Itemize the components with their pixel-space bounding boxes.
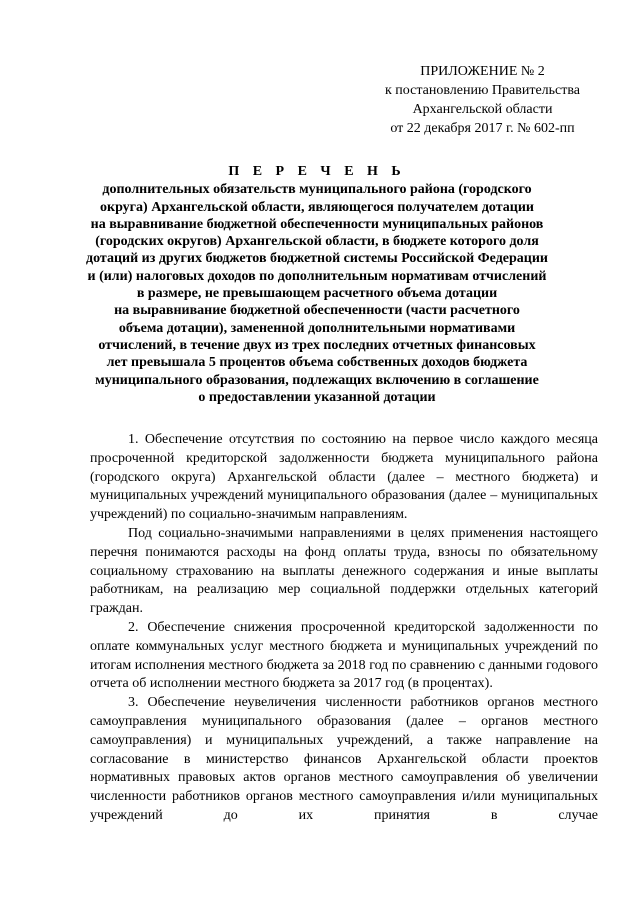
title-line: на выравнивание бюджетной обеспеченности муниципальных районов [90, 216, 544, 232]
document-title [82, 163, 552, 406]
title-line: объема дотации), замененной дополнительными нормативами [118, 320, 516, 336]
title-line: отчислений, в течение двух из трех последних отчетных финансовых [98, 337, 536, 353]
appendix-number: ПРИЛОЖЕНИЕ № 2 [420, 64, 545, 79]
title-line: о предоставлении указанной дотации [198, 389, 436, 405]
appendix-resolution: к постановлению Правительства [384, 83, 581, 98]
paragraph-item-3: 3. Обеспечение неувеличения численности работников органов местного самоуправления муниципального образования (далее – органов местного самоуправления) и муниципальных учреждений, а также направление на согласование в министерство финансов Архангельской области проектов нормативных правовых актов органов местного самоуправления об увеличении численности работников органов местного самоуправления и/или муниципальных учреждений до их принятия в случае [90, 695, 598, 823]
title-line: округа) Архангельской области, являющегося получателем дотации [100, 199, 534, 215]
title-line: дотаций из других бюджетов бюджетной системы Российской Федерации [86, 251, 548, 267]
paragraph-item-1: 1. Обеспечение отсутствия по состоянию на первое число каждого месяца просроченной кредиторской задолженности бюджета муниципального района (городского округа) Архангельской области (далее – местного бюджета) и муниципальных учреждений муниципального образования (далее – муниципальных учреждений) по социально-значимым направлениям. [90, 432, 598, 523]
title-line: муниципального образования, подлежащих включению в соглашение [95, 372, 539, 388]
title-line: и (или) налоговых доходов по дополнительным нормативам отчислений [87, 268, 547, 284]
title-line: дополнительных обязательств муниципального района (городского [102, 182, 532, 198]
title-line: в размере, не превышающем расчетного объема дотации [136, 286, 498, 302]
paragraph-definition: Под социально-значимыми направлениями в целях применения настоящего перечня понимаются расходы на фонд оплаты труда, взносы по обязательному социальному страхованию на выплаты денежного содержания и иные выплаты работникам, на реализацию мер социальной поддержки отдельных категорий граждан. [90, 525, 598, 617]
title-line: (городских округов) Архангельской области, в бюджете которого доля [95, 234, 539, 250]
title-line: лет превышала 5 процентов объема собственных доходов бюджета [106, 355, 528, 371]
paragraph-item-2: 2. Обеспечение снижения просроченной кредиторской задолженности по оплате коммунальных услуг местного бюджета и муниципальных учреждений по итогам исполнения местного бюджета за 2018 год по сравнению с данными годового отчета об исполнении местного бюджета за 2017 год (в процентах). [90, 619, 598, 692]
appendix-region: Архангельской области [412, 102, 553, 117]
title-line: на выравнивание бюджетной обеспеченности (части расчетного [114, 303, 520, 319]
appendix-header [360, 62, 605, 138]
title-heading: П Е Р Е Ч Е Н Ь [228, 164, 406, 179]
appendix-date: от 22 декабря 2017 г. № 602-пп [390, 121, 575, 136]
document-body [90, 431, 598, 826]
